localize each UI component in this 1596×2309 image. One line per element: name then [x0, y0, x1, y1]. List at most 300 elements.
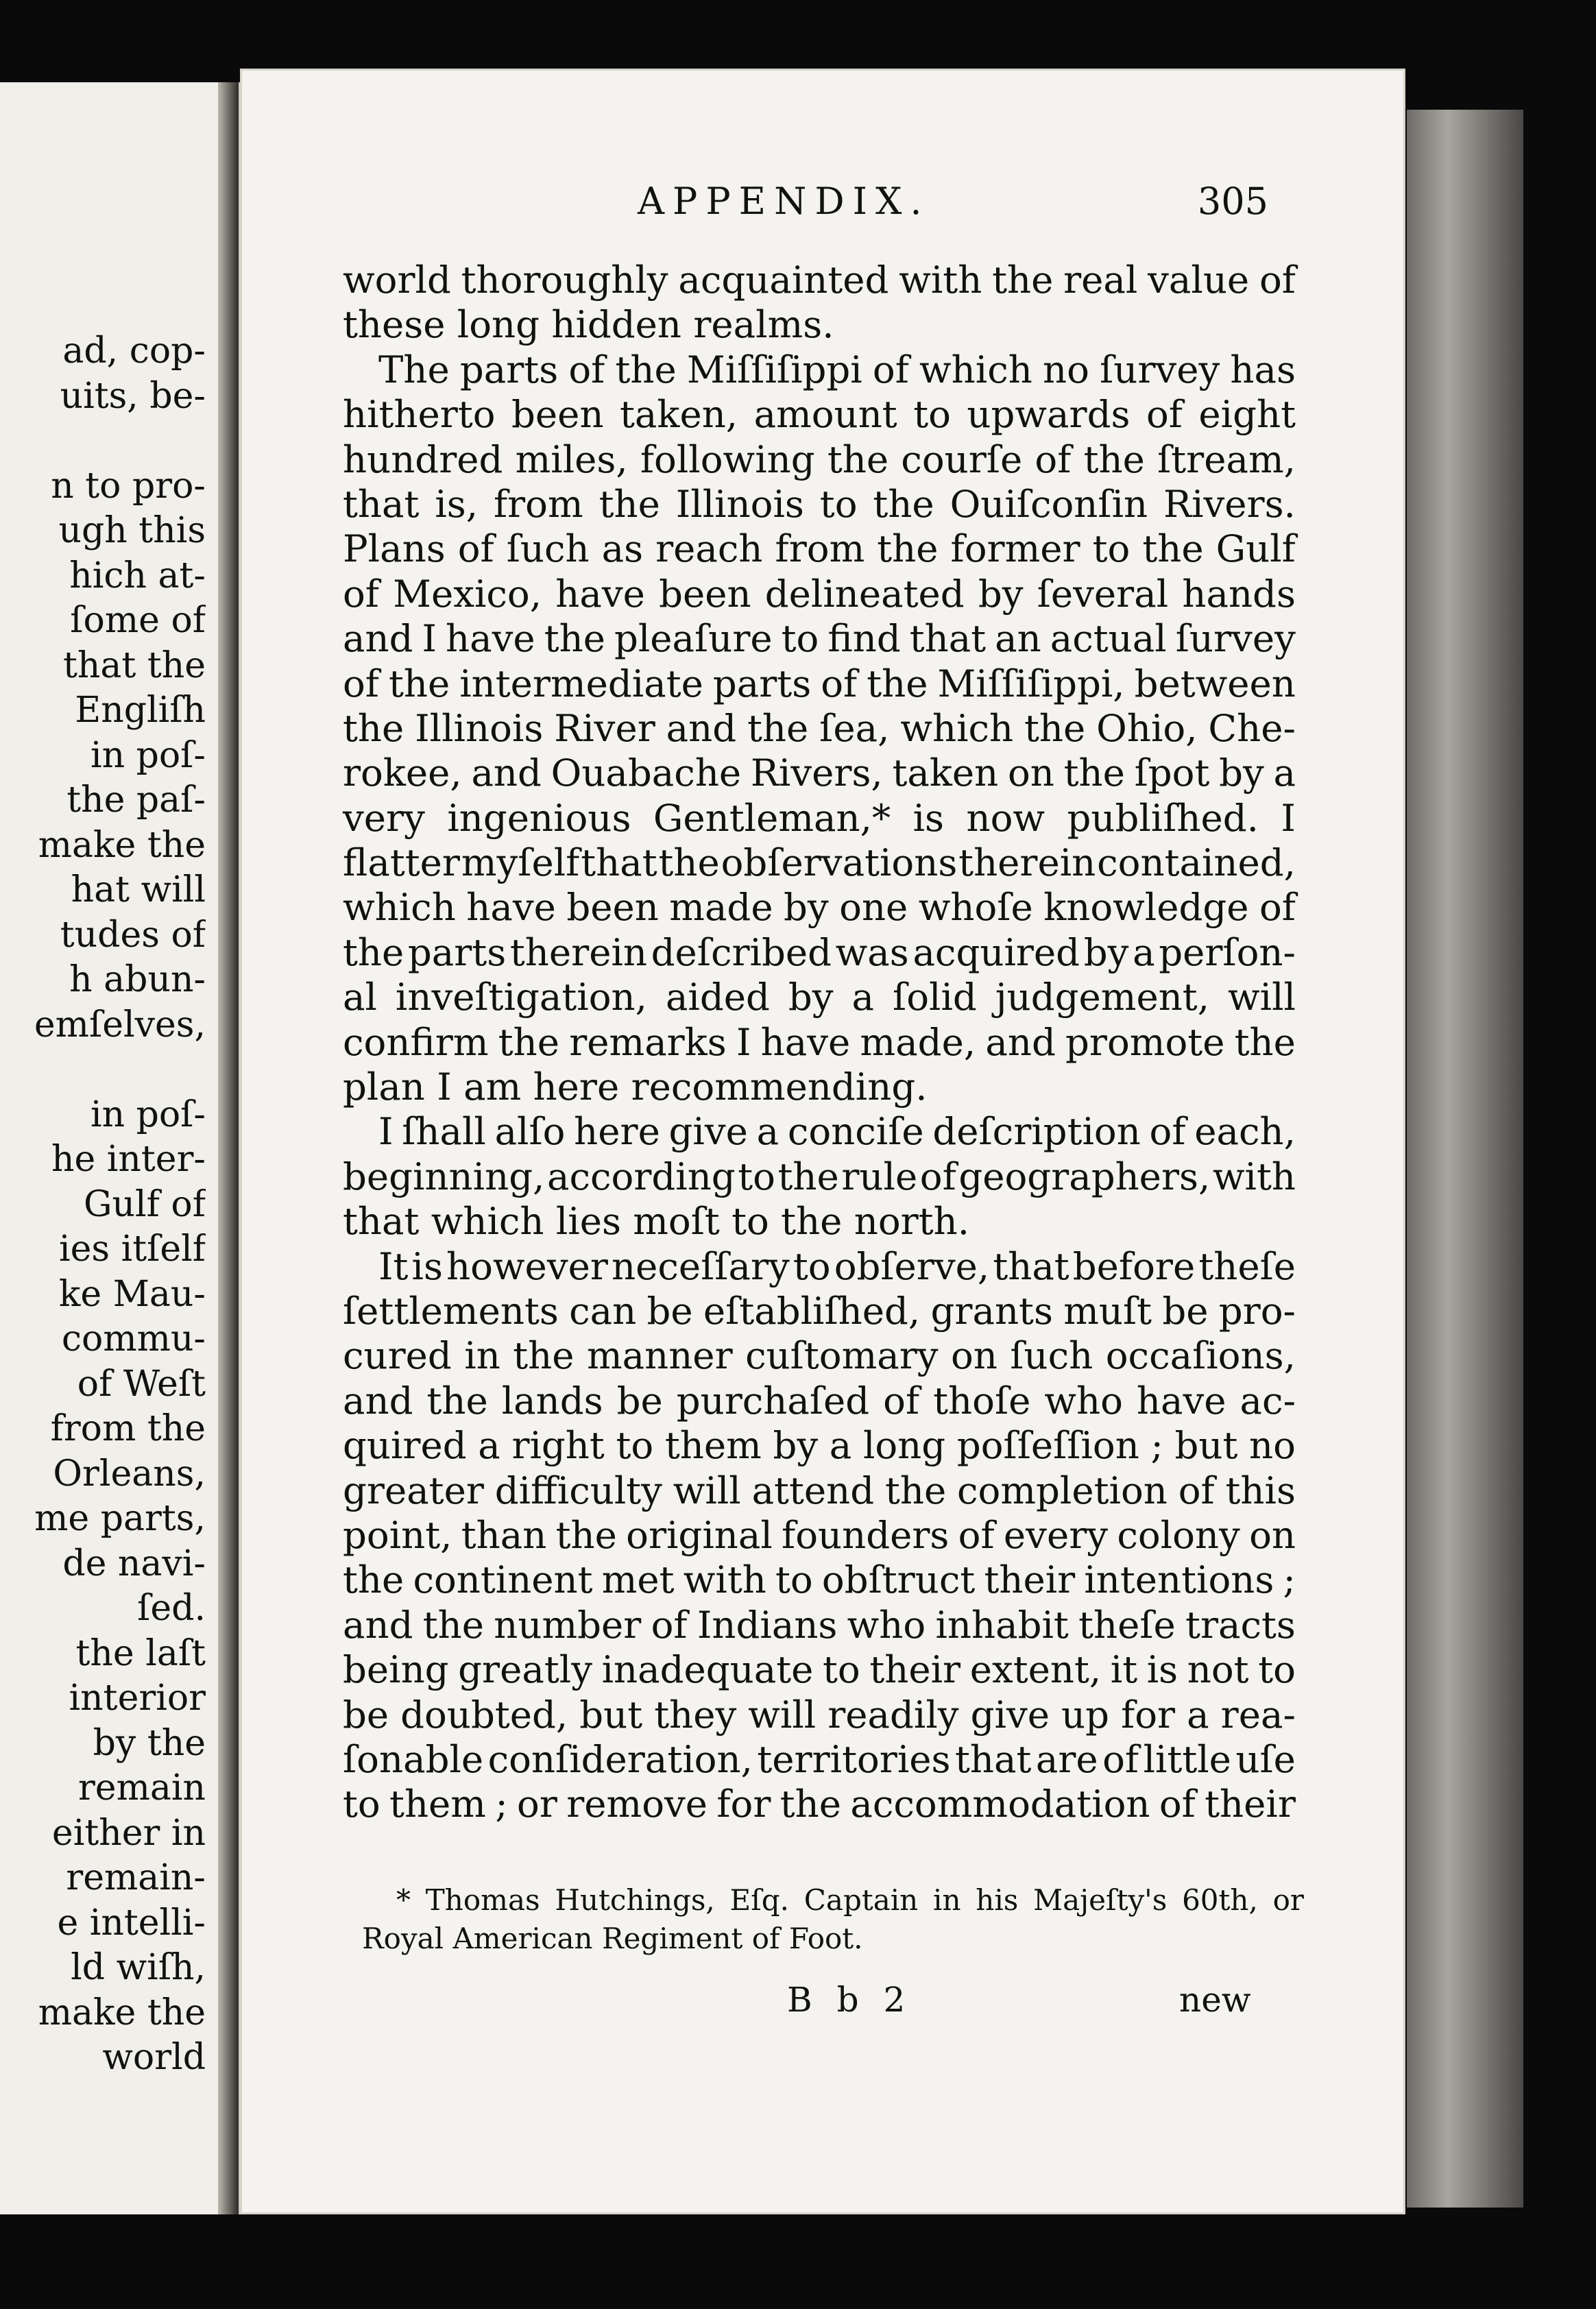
- left-page-line: hat will: [71, 869, 206, 910]
- word: to: [1092, 527, 1130, 571]
- word: parts: [712, 661, 812, 705]
- word: to: [1258, 1647, 1296, 1692]
- word: quired: [343, 1423, 467, 1468]
- left-page-line: the paſ-: [66, 779, 206, 821]
- left-page-line: hich at-: [69, 555, 206, 596]
- word: deſcribed: [651, 930, 832, 974]
- text-line: [343, 527, 1296, 571]
- left-page-line: Gulf of: [84, 1183, 206, 1225]
- left-page: [0, 82, 241, 2214]
- text-line: [343, 662, 1296, 706]
- word: ſtream,: [1157, 437, 1296, 481]
- word: that: [581, 841, 657, 885]
- word: occaſions,: [1105, 1333, 1296, 1378]
- left-page-line: from the: [50, 1408, 206, 1449]
- word: to: [781, 616, 819, 661]
- word: that: [993, 1244, 1069, 1288]
- word: Illinois: [415, 705, 544, 750]
- word: greatly: [458, 1647, 592, 1692]
- left-page-line: [0, 1048, 206, 1093]
- text-line: [343, 437, 1296, 482]
- word: Ohio,: [1096, 705, 1198, 750]
- word: perſon-: [1159, 930, 1296, 974]
- word: Miſſiſippi,: [937, 661, 1125, 705]
- word: the: [1063, 751, 1125, 795]
- word: ſonable: [343, 1737, 484, 1781]
- word: the: [867, 661, 928, 705]
- left-page-line: interior: [69, 1678, 206, 1719]
- word: founders: [782, 1512, 950, 1557]
- text-line: [343, 1289, 1296, 1333]
- word: the: [498, 1019, 559, 1064]
- word: they: [654, 1692, 737, 1737]
- word: been: [659, 571, 751, 616]
- word: tracts: [1185, 1602, 1296, 1647]
- word: or: [1272, 1883, 1304, 1917]
- word: that: [954, 1737, 1032, 1781]
- word: number: [494, 1602, 642, 1647]
- word: made: [669, 885, 773, 930]
- text-line: [343, 1737, 1296, 1782]
- word: their: [869, 1647, 961, 1692]
- word: one: [839, 885, 908, 930]
- word: no: [1249, 1423, 1296, 1468]
- word: The: [378, 347, 450, 391]
- footnote: [362, 1881, 1304, 1958]
- word: ſeveral: [1037, 571, 1169, 616]
- word: therein: [509, 930, 647, 974]
- word: be: [616, 1378, 663, 1423]
- text-line: [343, 258, 1296, 302]
- left-page-line: ld wiſh,: [71, 1947, 206, 1988]
- word: purchaſed: [676, 1378, 870, 1423]
- word: lands: [501, 1378, 603, 1423]
- word: doubted,: [400, 1692, 568, 1737]
- word: completion: [957, 1468, 1168, 1512]
- word: rea-: [1220, 1692, 1296, 1737]
- word: former: [950, 527, 1080, 571]
- word: ſolid: [893, 975, 977, 1019]
- text-line: [343, 1333, 1296, 1378]
- word: of: [343, 661, 379, 705]
- word: from: [493, 481, 583, 526]
- word: actual: [1050, 616, 1167, 661]
- text-line: [343, 1693, 1296, 1737]
- word: of: [1259, 258, 1296, 302]
- word: ingenious: [447, 795, 631, 840]
- text-line: [343, 841, 1296, 885]
- word: of: [872, 347, 909, 391]
- word: to: [819, 481, 858, 526]
- word: inadequate: [601, 1647, 814, 1692]
- word: now: [966, 795, 1045, 840]
- word: a: [1133, 930, 1155, 974]
- word: as: [601, 527, 644, 571]
- word: publiſhed.: [1067, 795, 1259, 840]
- word: is,: [435, 481, 479, 526]
- word: with: [899, 258, 982, 302]
- text-line: [343, 1782, 1296, 1826]
- left-page-line: make the: [38, 824, 206, 866]
- word: point,: [343, 1512, 452, 1557]
- word: Gentleman,*: [653, 795, 891, 840]
- word: for: [716, 1782, 771, 1826]
- word: with: [1212, 1154, 1296, 1198]
- text-line: [343, 616, 1296, 661]
- word: been: [511, 392, 604, 437]
- word: parts: [459, 347, 559, 391]
- text-line: [343, 885, 1296, 930]
- text-line: [343, 1603, 1296, 1647]
- word: miles,: [515, 437, 628, 481]
- word: to: [738, 1154, 775, 1198]
- word: amount: [753, 392, 897, 437]
- word: reach: [655, 527, 763, 571]
- word: the: [1142, 527, 1204, 571]
- word: manner: [586, 1333, 733, 1378]
- word: of: [919, 1154, 956, 1198]
- word: give: [970, 1692, 1050, 1737]
- word: the: [513, 1333, 575, 1378]
- word: the: [779, 1782, 842, 1826]
- word: little: [1143, 1737, 1231, 1781]
- word: but: [1174, 1423, 1238, 1468]
- word: will: [1228, 975, 1296, 1019]
- word: therein: [958, 841, 1096, 885]
- word: the: [615, 347, 677, 391]
- word: be: [646, 1288, 693, 1333]
- word: flatter: [343, 841, 460, 885]
- left-page-line: ies itſelf: [58, 1229, 206, 1270]
- word: al: [343, 975, 377, 1019]
- word: give: [668, 1109, 748, 1154]
- word: of: [1146, 392, 1183, 437]
- text-line: [343, 1109, 1296, 1154]
- word: ſurvey: [1100, 347, 1220, 391]
- word: is: [912, 795, 945, 840]
- word: pro-: [1218, 1288, 1296, 1333]
- word: by: [978, 571, 1024, 616]
- word: Mexico,: [393, 571, 542, 616]
- word: to: [775, 1558, 813, 1602]
- word: Eſq.: [729, 1883, 789, 1917]
- word: Ouabache: [551, 751, 742, 795]
- word: inhabit: [935, 1602, 1069, 1647]
- word: hands: [1182, 571, 1296, 616]
- word: by: [1083, 930, 1129, 974]
- word: theſe: [1198, 1244, 1296, 1288]
- word: with: [683, 1558, 766, 1602]
- word: It: [378, 1244, 409, 1288]
- word: the: [426, 1378, 488, 1423]
- word: have: [466, 885, 556, 930]
- word: the: [877, 527, 939, 571]
- text-line: [343, 975, 1296, 1019]
- word: to: [823, 1647, 860, 1692]
- word: in: [464, 1333, 500, 1378]
- word: beginning,: [343, 1154, 545, 1198]
- word: thoroughly: [461, 258, 668, 302]
- left-page-line: ke Mau-: [58, 1273, 206, 1315]
- word: have: [760, 1019, 851, 1064]
- word: the: [827, 437, 889, 481]
- word: according: [546, 1154, 736, 1198]
- word: to: [616, 1423, 654, 1468]
- word: *: [396, 1883, 411, 1917]
- left-page-line: me parts,: [34, 1498, 206, 1539]
- word: of: [1159, 1782, 1196, 1826]
- word: however: [446, 1244, 608, 1288]
- text-line-text: that which lies moſt to the north.: [343, 1199, 970, 1244]
- word: the: [884, 1468, 947, 1512]
- word: being: [343, 1647, 449, 1692]
- word: has: [1230, 347, 1296, 391]
- word: by: [773, 1423, 819, 1468]
- word: the: [343, 930, 404, 974]
- word: rule: [841, 1154, 918, 1198]
- word: River: [554, 705, 655, 750]
- word: attend: [751, 1468, 875, 1512]
- word: a: [756, 1109, 779, 1154]
- left-page-line: he inter-: [51, 1139, 206, 1180]
- word: ſurvey: [1175, 616, 1296, 661]
- word: delineated: [764, 571, 965, 616]
- text-line-text: these long hidden realms.: [343, 302, 834, 347]
- word: Miſſiſippi: [686, 347, 862, 391]
- word: theſe: [1078, 1602, 1176, 1647]
- word: the: [544, 616, 605, 661]
- running-head: APPENDIX.: [638, 180, 930, 223]
- word: the: [1234, 1019, 1296, 1064]
- word: their: [1205, 1782, 1296, 1826]
- word: than: [461, 1512, 547, 1557]
- page-stack-edge: [1407, 110, 1523, 2208]
- word: Rivers,: [750, 751, 883, 795]
- left-page-line: ſome of: [70, 600, 206, 641]
- word: find: [827, 616, 901, 661]
- word: extent,: [969, 1647, 1102, 1692]
- word: ſea,: [819, 705, 890, 750]
- word: to: [793, 1244, 831, 1288]
- word: a: [829, 1423, 852, 1468]
- word: acquired: [912, 930, 1080, 974]
- word: and: [471, 751, 542, 795]
- book-gutter: [218, 82, 239, 2214]
- word: was: [835, 930, 909, 974]
- word: I: [378, 1109, 394, 1154]
- word: not: [1187, 1647, 1249, 1692]
- word: of: [1149, 1109, 1186, 1154]
- word: of: [958, 1512, 995, 1557]
- word: taken,: [620, 392, 738, 437]
- word: ſhall: [402, 1109, 486, 1154]
- word: very: [343, 795, 425, 840]
- word: acquainted: [678, 258, 889, 302]
- left-page-line: de navi-: [62, 1543, 206, 1584]
- word: original: [626, 1512, 773, 1557]
- word: obſervations: [721, 841, 958, 885]
- word: the: [343, 705, 404, 750]
- word: their: [984, 1558, 1076, 1602]
- word: accommodation: [850, 1782, 1150, 1826]
- word: on: [1249, 1512, 1296, 1557]
- word: of: [1035, 437, 1072, 481]
- word: ;: [495, 1782, 508, 1826]
- word: is: [411, 1244, 443, 1288]
- word: and: [666, 705, 737, 750]
- text-line: [343, 482, 1296, 527]
- word: obſerve,: [834, 1244, 990, 1288]
- word: the: [598, 481, 660, 526]
- text-line: [343, 302, 1296, 347]
- left-page-line: h abun-: [69, 959, 206, 1000]
- word: can: [569, 1288, 637, 1333]
- word: by: [1219, 751, 1264, 795]
- word: and: [343, 616, 413, 661]
- word: Indians: [697, 1602, 838, 1647]
- word: the: [873, 481, 934, 526]
- word: hundred: [343, 437, 503, 481]
- left-page-line: by the: [93, 1722, 206, 1764]
- left-page-line: in poſ-: [90, 1093, 206, 1135]
- word: ſuch: [506, 527, 590, 571]
- word: judgement,: [995, 975, 1210, 1019]
- word: have: [1136, 1378, 1226, 1423]
- word: but: [579, 1692, 643, 1737]
- text-line: [343, 1244, 1296, 1289]
- word: conſideration,: [487, 1737, 753, 1781]
- word: of: [568, 347, 605, 391]
- left-page-line: tudes of: [60, 914, 206, 956]
- word: eſtabliſhed,: [703, 1288, 921, 1333]
- left-page-line: ugh this: [58, 510, 206, 551]
- word: colony: [1117, 1512, 1240, 1557]
- text-line: [343, 1423, 1296, 1468]
- word: muſt: [1063, 1288, 1152, 1333]
- left-page-line: [0, 419, 206, 464]
- word: made,: [860, 1019, 976, 1064]
- word: will: [673, 1468, 741, 1512]
- word: ac-: [1240, 1378, 1296, 1423]
- word: world: [343, 258, 451, 302]
- word: which: [343, 885, 456, 930]
- word: confirm: [343, 1019, 489, 1064]
- text-line: [343, 796, 1296, 841]
- word: them: [389, 1782, 486, 1826]
- word: I: [1281, 795, 1296, 840]
- word: the: [388, 661, 450, 705]
- text-line: [343, 1154, 1296, 1199]
- word: from: [775, 527, 865, 571]
- word: in: [933, 1883, 961, 1917]
- word: alſo: [494, 1109, 566, 1154]
- word: Illinois: [675, 481, 804, 526]
- word: will: [748, 1692, 817, 1737]
- word: intermediate: [459, 661, 703, 705]
- word: neceſſary: [612, 1244, 790, 1288]
- text-line: [343, 1379, 1296, 1423]
- word: which: [919, 347, 1032, 391]
- text-line: [343, 572, 1296, 616]
- word: be: [1162, 1288, 1209, 1333]
- word: the: [555, 1512, 617, 1557]
- page-header: [638, 180, 1268, 234]
- word: each,: [1194, 1109, 1296, 1154]
- word: Captain: [803, 1883, 919, 1917]
- catchword: new: [1179, 1980, 1251, 2020]
- word: a: [851, 975, 875, 1019]
- text-line: [343, 1468, 1296, 1513]
- left-page-line: the laſt: [75, 1632, 206, 1674]
- word: here: [574, 1109, 660, 1154]
- word: uſe: [1235, 1737, 1296, 1781]
- word: of: [1259, 885, 1296, 930]
- main-text: [343, 258, 1296, 1827]
- word: up: [1061, 1692, 1110, 1737]
- word: ;: [1283, 1558, 1296, 1602]
- left-page-line: that the: [63, 644, 206, 686]
- word: conciſe: [787, 1109, 924, 1154]
- word: rokee,: [343, 751, 462, 795]
- word: before: [1072, 1244, 1196, 1288]
- text-line: [343, 1558, 1296, 1602]
- word: a: [478, 1423, 500, 1468]
- word: or: [517, 1782, 557, 1826]
- word: of: [457, 527, 494, 571]
- word: on: [1007, 751, 1054, 795]
- word: of: [821, 661, 858, 705]
- word: Gulf: [1216, 527, 1296, 571]
- footnote-line: [362, 1920, 1304, 1958]
- word: ſuch: [1010, 1333, 1093, 1378]
- word: a: [1187, 1692, 1209, 1737]
- text-line: [343, 1065, 1296, 1109]
- text-line: [343, 1199, 1296, 1244]
- word: it: [1110, 1647, 1138, 1692]
- word: his: [976, 1883, 1019, 1917]
- word: 60th,: [1182, 1883, 1258, 1917]
- word: to: [343, 1782, 380, 1826]
- word: difficulty: [494, 1468, 662, 1512]
- word: and: [343, 1378, 413, 1423]
- word: inveſtigation,: [395, 975, 647, 1019]
- word: eight: [1198, 392, 1296, 437]
- word: every: [1003, 1512, 1109, 1557]
- word: of: [343, 571, 379, 616]
- word: Rivers.: [1163, 481, 1296, 526]
- word: that: [343, 481, 420, 526]
- word: the: [343, 1558, 404, 1602]
- word: readily: [827, 1692, 959, 1737]
- footnote-line: [362, 1881, 1304, 1920]
- word: them: [664, 1423, 762, 1468]
- word: following: [640, 437, 815, 481]
- word: who: [847, 1602, 926, 1647]
- word: that: [909, 616, 987, 661]
- page-number: 305: [1197, 180, 1268, 223]
- word: of: [883, 1378, 920, 1423]
- left-page-line: world: [102, 2037, 206, 2078]
- text-line: [343, 348, 1296, 392]
- word: value: [1148, 258, 1250, 302]
- word: intentions: [1084, 1558, 1274, 1602]
- word: Plans: [343, 527, 446, 571]
- left-page-line: make the: [38, 1992, 206, 2033]
- left-page-line: of Weſt: [77, 1363, 206, 1405]
- word: for: [1121, 1692, 1176, 1737]
- word: no: [1043, 347, 1089, 391]
- word: thoſe: [933, 1378, 1031, 1423]
